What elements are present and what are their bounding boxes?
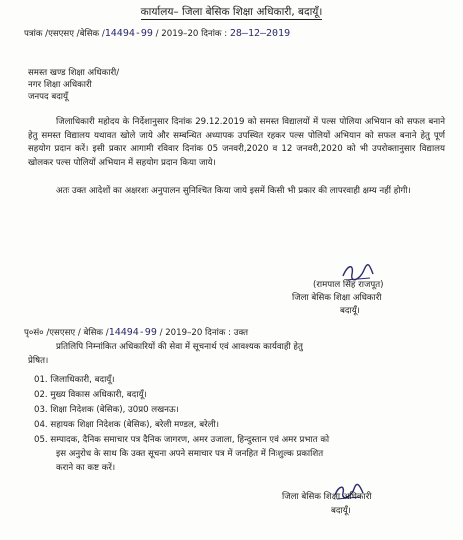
- copy-ref-prefix: पृ०सं० /एसएसए / बेसिक /: [24, 328, 109, 338]
- copy-ref-date: उक्त: [233, 328, 249, 338]
- copy-intro: प्रतिलिपि निम्नांकित अधिकारियों की सेवा में सूचनार्थ एवं आवश्यक कार्यवाही हेतु: [56, 342, 303, 352]
- office-header: [0, 5, 463, 19]
- copy-list-item-5-cont-2: कराने का कष्ट करें।: [56, 463, 116, 473]
- ref-year: / 2019–20 दिनांक :: [155, 29, 228, 39]
- copy-intro-2: प्रेषित।: [28, 356, 49, 366]
- copy-list-item-2: 02. मुख्य विकास अधिकारी, बदायूँ।: [34, 390, 147, 400]
- reference-line: [24, 28, 290, 40]
- addressee-1: समस्त खण्ड शिक्षा अधिकारी/: [28, 68, 120, 78]
- ref-prefix: पत्रांक /एसएसए /बेसिक /: [24, 29, 105, 39]
- addressee-2: नगर शिक्षा अधिकारी: [28, 80, 92, 90]
- copy-ref-number-handwritten: 14494-99: [108, 327, 157, 338]
- copy-list-item-5-cont-1: इस अनुरोध के साथ कि उक्त सूचना अपने समाचार पत्र में जनहित में निःशुल्क प्रकाशित: [56, 449, 324, 459]
- office-header-text: कार्यालय– जिला बेसिक शिक्षा अधिकारी, बदायूँ।: [140, 6, 323, 18]
- copy-list-item-3: 03. शिक्षा निदेशक (बेसिक), उ0प्र0 लखनऊ।: [34, 405, 179, 415]
- bottom-signatory-place: बदायूँ।: [331, 506, 351, 516]
- ref-number-handwritten: 14494-99: [104, 28, 153, 39]
- bottom-signatory-designation: जिला बेसिक शिक्षा अधिकारी: [282, 492, 372, 502]
- copy-list-item-4: 04. सहायक शिक्षा निदेशक (बेसिक), बरेली मण्डल, बरेली।: [34, 420, 219, 430]
- addressee-3: जनपद बदायूँ: [28, 92, 69, 102]
- copy-ref-year: / 2019–20 दिनांक :: [159, 328, 232, 338]
- copy-reference-line: [24, 327, 248, 339]
- body-paragraph-2: अतः उक्त आदेशों का अक्षरशः अनुपालन सुनिश्चित किया जाये इसमें किसी भी प्रकार की लापरवाही क्षम्य नहीं होगी।: [56, 186, 411, 196]
- copy-list-item-5: 05. सम्पादक, दैनिक समाचार पत्र दैनिक जागरण, अमर उजाला, हिन्दुस्तान एवं अमर प्रभात को: [34, 435, 330, 445]
- ref-date-handwritten: 28–12–2019: [229, 28, 291, 39]
- signatory-designation: जिला बेसिक शिक्षा अधिकारी: [292, 293, 382, 303]
- copy-list-item-1: 01. जिलाधिकारी, बदायूँ।: [34, 375, 115, 385]
- signatory-name: (रामपाल सिंह राजपूत): [313, 280, 384, 290]
- signatory-place: बदायूँ।: [340, 306, 360, 316]
- body-paragraph-1: जिलाधिकारी महोदय के निर्देशानुसार दिनांक 29.12.2019 को समस्त विद्यालयों में पल्स पोलिया अभियान को सफल बनाने हेतु समस्त विद्यालय यथावत खोले जाये और सम्बन्धित अध्यापक उपस्थित रहकर पल्स पोलियों अभियान को सफल बनाने हेतु पूर्ण सहयोग प्रदान करें। इसी प्रकार आगामी रविवार दिनांक 05 जनवरी,2020 व 12 जनवरी,2020 को भी उपरोक्तानुसार विद्यालय खोलकर पल्स पोलियों अभियान में सहयोग प्रदान किया जाये।: [28, 117, 445, 168]
